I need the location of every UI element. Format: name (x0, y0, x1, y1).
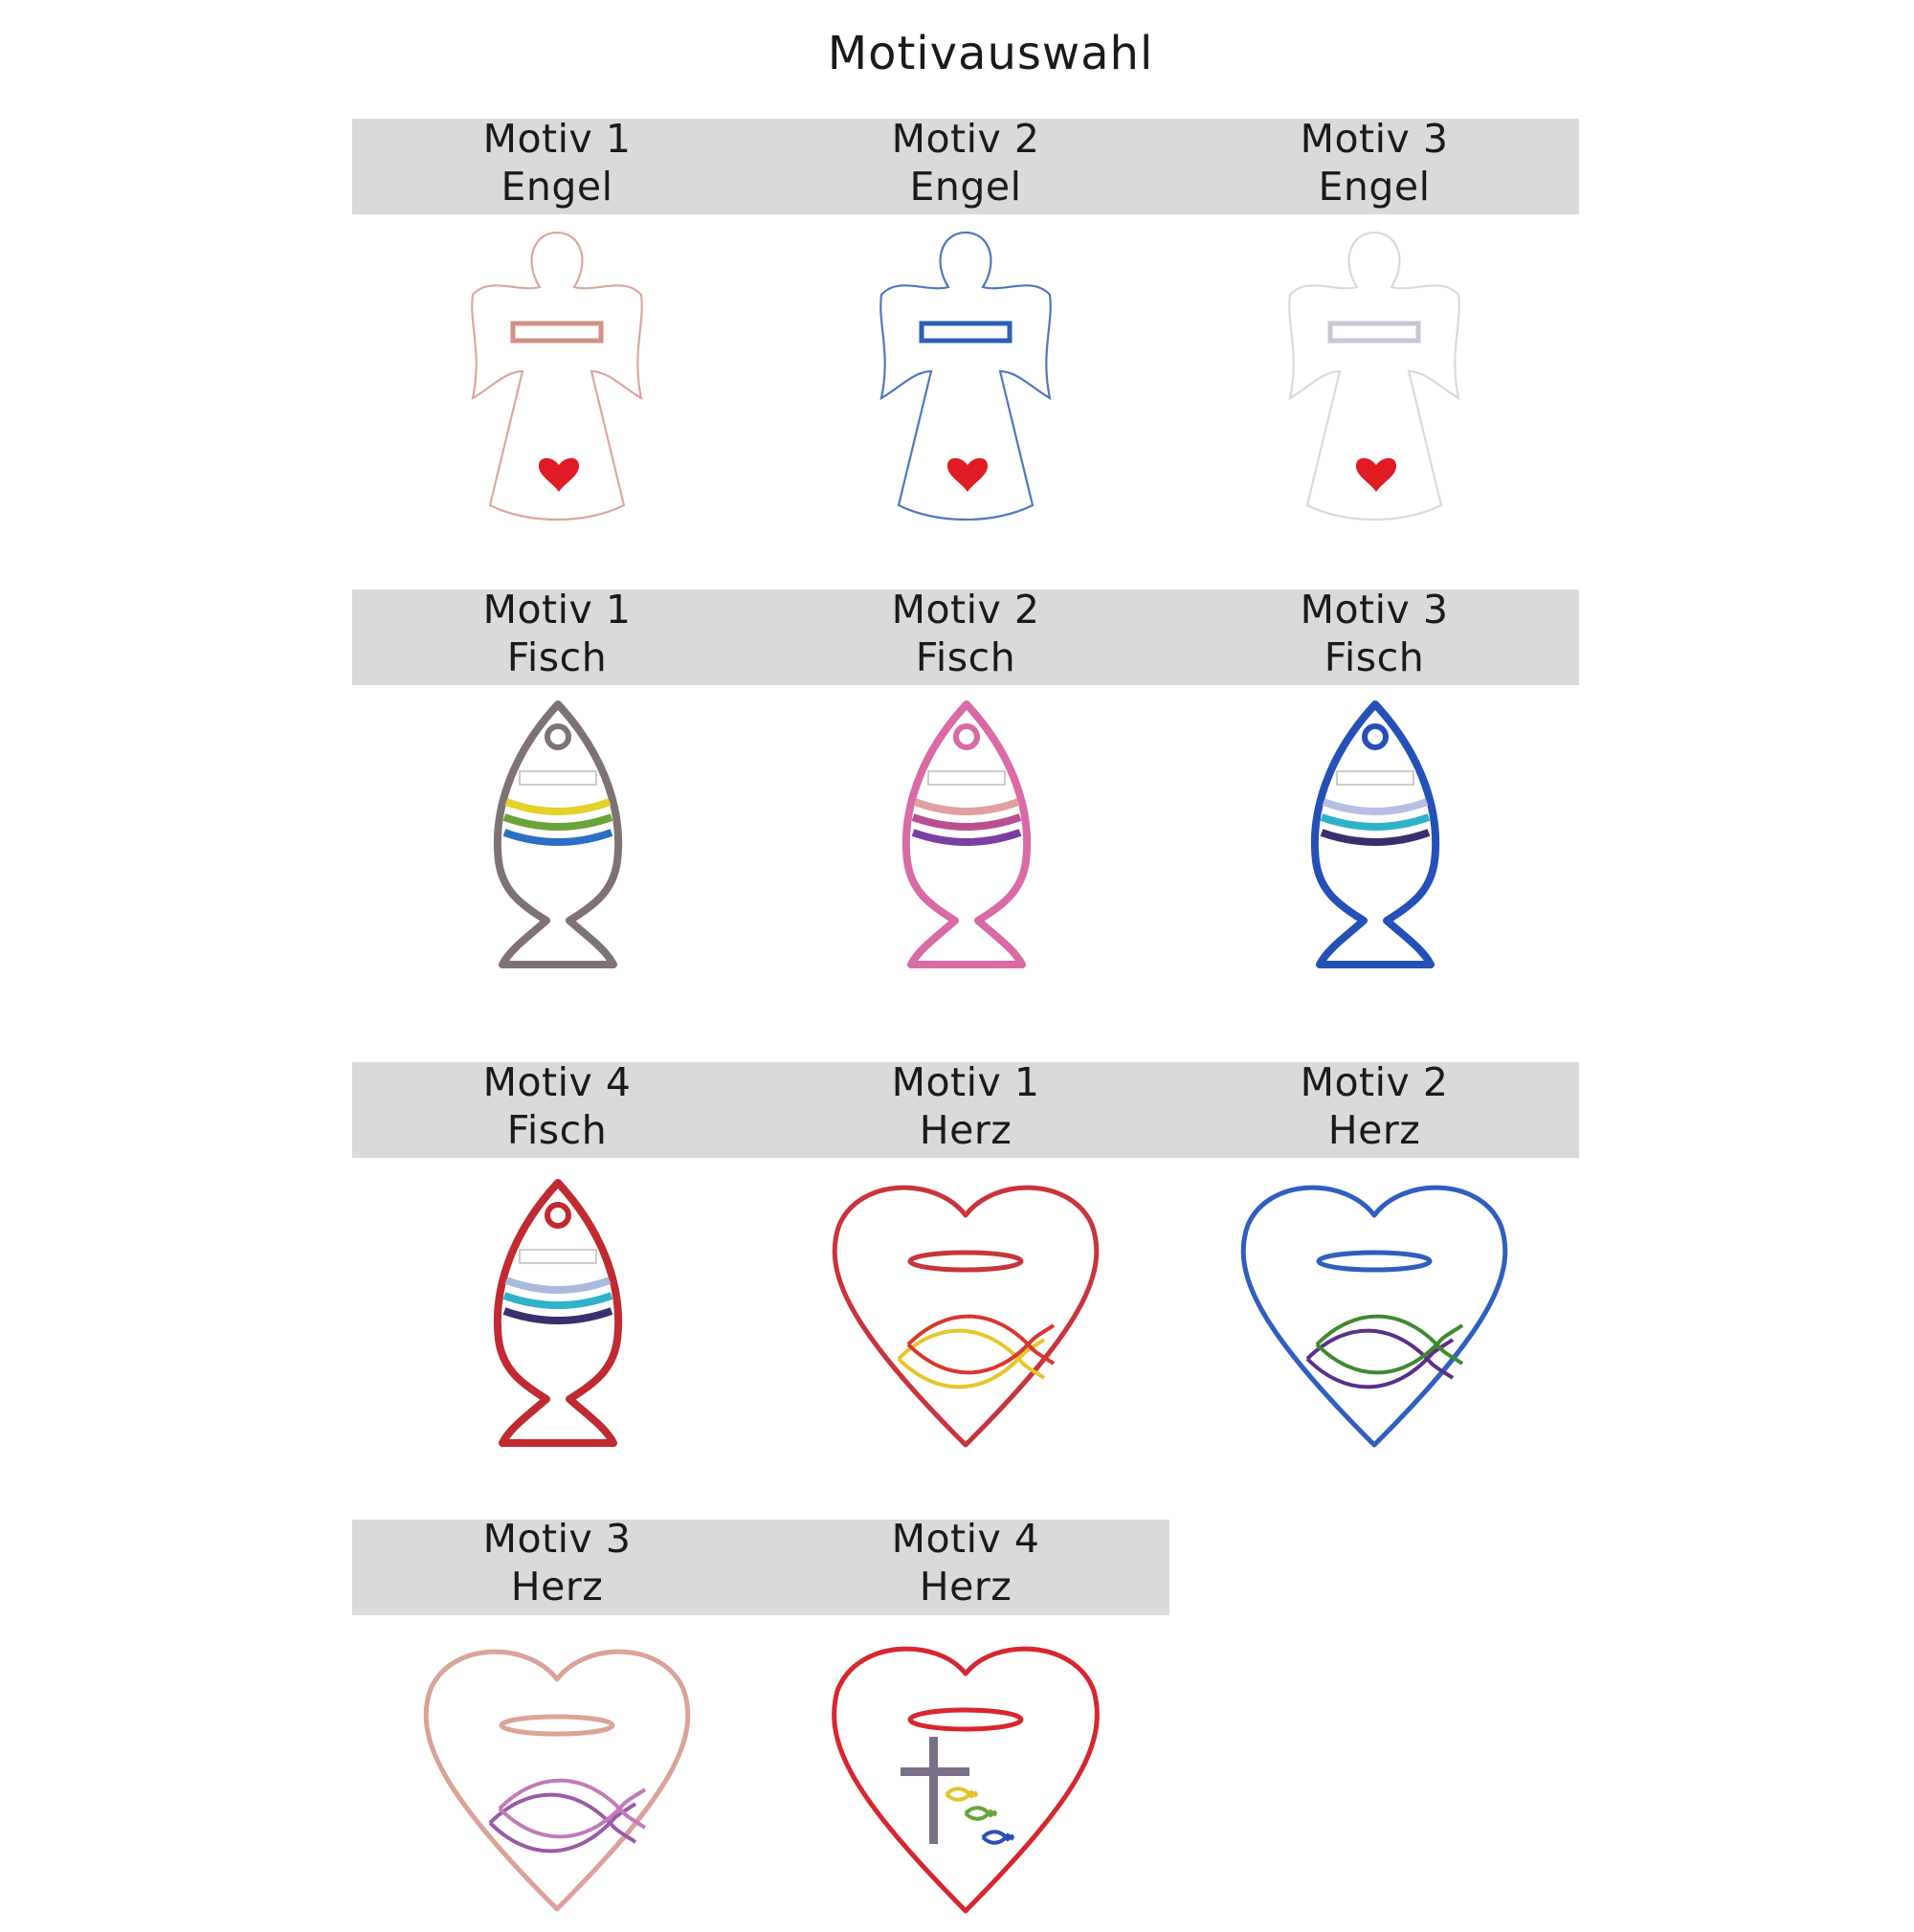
motif-type: Engel (909, 164, 1022, 210)
motif-number: Motiv 1 (891, 1059, 1040, 1105)
motif-label (1169, 115, 1579, 211)
heart-cross-icon (822, 1641, 1109, 1928)
motif-type: Fisch (506, 634, 608, 680)
motif-label (352, 1515, 762, 1610)
motif-label (761, 1058, 1170, 1154)
motif-label (352, 586, 762, 681)
fish-icon (823, 699, 1110, 986)
angel-icon (822, 228, 1109, 515)
motif-type: Herz (919, 1107, 1013, 1153)
motif-image[interactable] (822, 1177, 1109, 1464)
motif-label (761, 586, 1170, 681)
motif-label (1169, 586, 1579, 681)
motif-number: Motiv 2 (1300, 1059, 1449, 1105)
motif-type: Herz (1327, 1107, 1421, 1153)
motif-label (761, 115, 1170, 211)
motif-number: Motiv 3 (1300, 116, 1449, 162)
heart-icon (1231, 1177, 1518, 1464)
motif-label (352, 1058, 762, 1154)
angel-icon (1231, 228, 1518, 515)
motif-number: Motiv 4 (482, 1059, 632, 1105)
motif-image[interactable] (1231, 1177, 1518, 1464)
motif-image[interactable] (823, 699, 1110, 986)
motif-image[interactable] (1232, 699, 1519, 986)
heart-icon (413, 1641, 701, 1928)
motif-type: Fisch (1324, 634, 1425, 680)
angel-icon (413, 228, 701, 515)
motif-number: Motiv 3 (1300, 587, 1449, 633)
heart-icon (822, 1177, 1109, 1464)
motif-image[interactable] (822, 1641, 1109, 1928)
motif-type: Fisch (915, 634, 1016, 680)
motif-number: Motiv 3 (482, 1516, 632, 1562)
page-title: Motivauswahl (827, 27, 1154, 80)
motif-image[interactable] (413, 1641, 701, 1928)
motif-type: Engel (1318, 164, 1431, 210)
motif-image[interactable] (413, 228, 701, 515)
motif-number: Motiv 2 (891, 116, 1040, 162)
motif-type: Herz (919, 1564, 1013, 1610)
motif-image[interactable] (1231, 228, 1518, 515)
motif-image[interactable] (414, 1177, 701, 1464)
motif-number: Motiv 1 (482, 116, 632, 162)
motif-number: Motiv 1 (482, 587, 632, 633)
fish-icon (414, 699, 701, 986)
motif-number: Motiv 4 (891, 1516, 1040, 1562)
motif-type: Herz (510, 1564, 604, 1610)
fish-icon (414, 1177, 701, 1464)
motif-image[interactable] (822, 228, 1109, 515)
fish-icon (1232, 699, 1519, 986)
motif-label (761, 1515, 1170, 1610)
motif-number: Motiv 2 (891, 587, 1040, 633)
motif-type: Engel (501, 164, 613, 210)
motif-label (1169, 1058, 1579, 1154)
motif-type: Fisch (506, 1107, 608, 1153)
motif-label (352, 115, 762, 211)
motif-image[interactable] (414, 699, 701, 986)
